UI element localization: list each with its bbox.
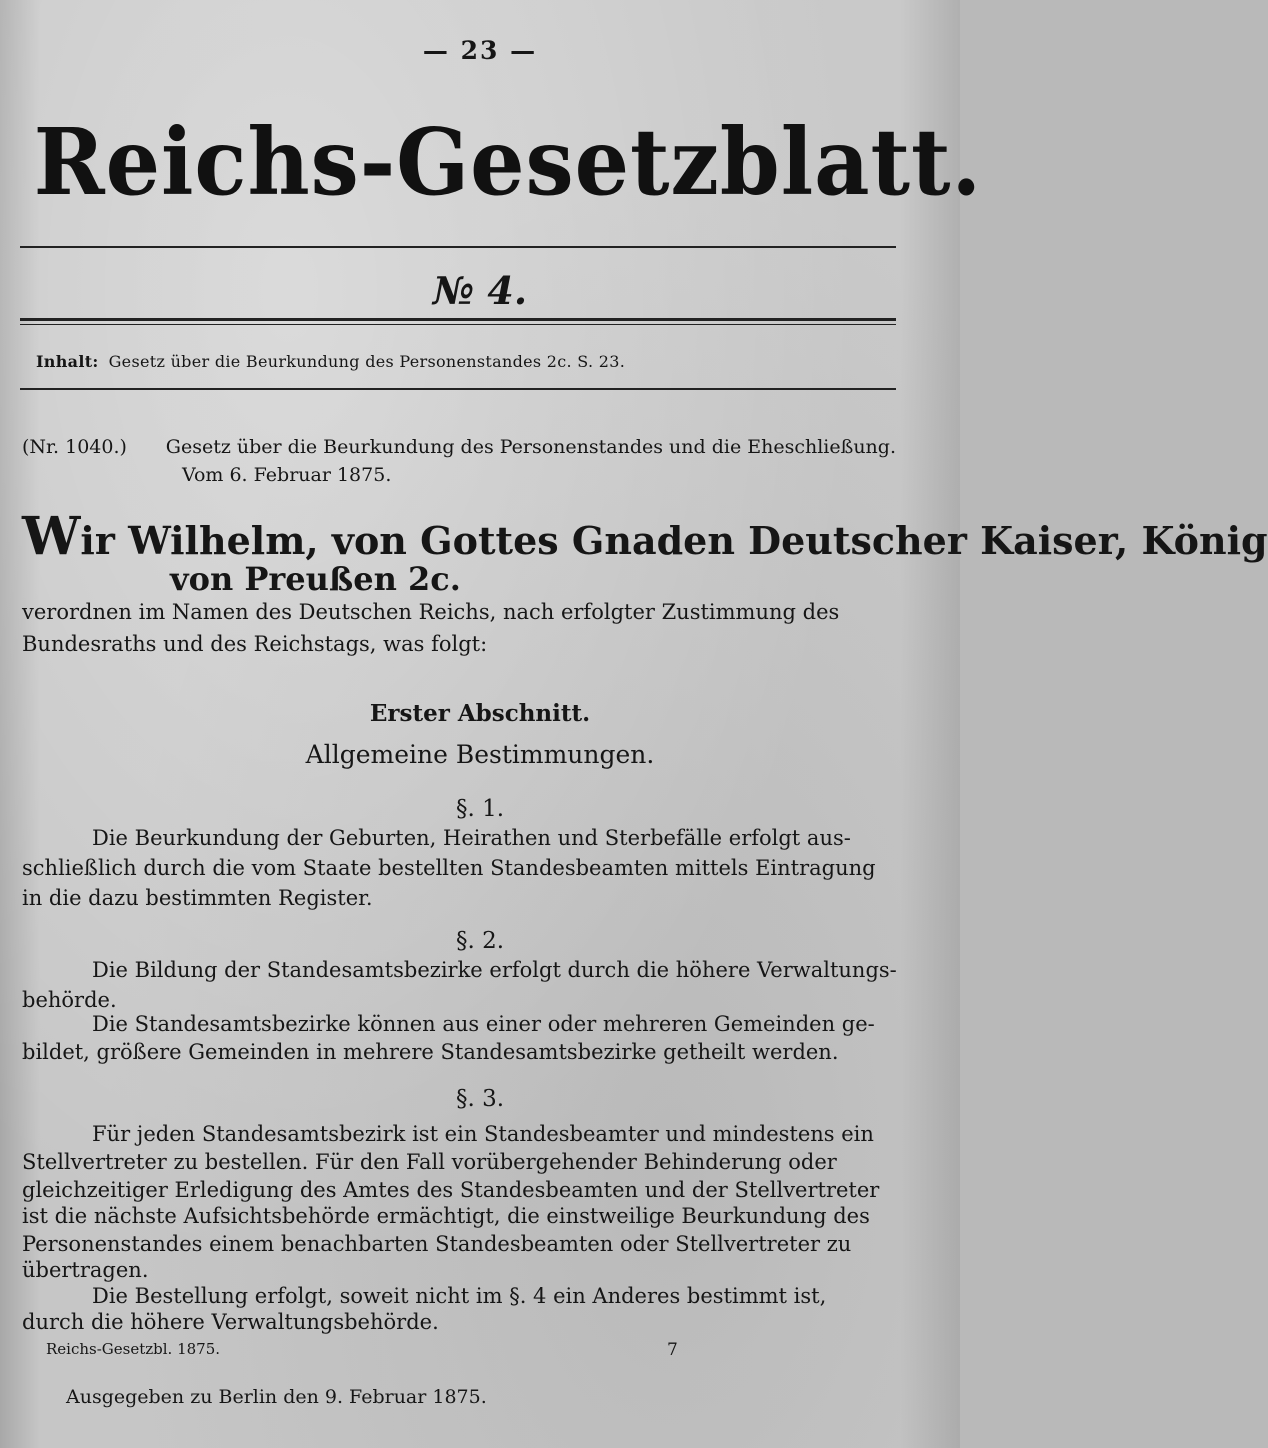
paragraph-3-line-3: gleichzeitiger Erledigung des Amtes des Standesbeamten und der Stellvertreter (22, 1178, 880, 1202)
paragraph-1-line-2: schließlich durch die vom Staate bestellten Standesbeamten mittels Eintragung (22, 856, 876, 880)
paragraph-3-line-2: Stellvertreter zu bestellen. Für den Fall vorübergehender Behinderung oder (22, 1150, 837, 1174)
contents-label: Inhalt: (36, 352, 99, 371)
paragraph-3-line-6: übertragen. (22, 1258, 149, 1282)
rule-double-a (20, 318, 896, 321)
law-title: Gesetz über die Beurkundung des Personenstandes und die Eheschließung. (165, 436, 896, 458)
paragraph-2-mark: §. 2. (455, 928, 505, 954)
paragraph-3-line-5: Personenstandes einem benachbarten Standesbeamten oder Stellvertreter zu (22, 1232, 852, 1256)
issue-number: № 4. (432, 268, 528, 313)
paragraph-2-line-1: Die Bildung der Standesamtsbezirke erfolgt durch die höhere Verwaltungs- (92, 958, 897, 982)
rule-top (20, 246, 896, 248)
paragraph-3-line-1: Für jeden Standesamtsbezirk ist ein Standesbeamter und mindestens ein (92, 1122, 874, 1146)
law-number: (Nr. 1040.) (22, 436, 127, 458)
paragraph-3-mark: §. 3. (455, 1086, 505, 1112)
section-subtitle: Allgemeine Bestimmungen. (305, 740, 655, 769)
footer-sheet-number: 7 (667, 1340, 678, 1360)
paragraph-2-line-4: bildet, größere Gemeinden in mehrere Standesamtsbezirke getheilt werden. (22, 1040, 839, 1064)
issued-line: Ausgegeben zu Berlin den 9. Februar 1875. (66, 1386, 487, 1408)
preamble-line-3: verordnen im Namen des Deutschen Reichs, nach erfolgter Zustimmung des (22, 600, 840, 624)
footer-publication: Reichs-Gesetzbl. 1875. (46, 1340, 221, 1358)
paragraph-3-line-7: Die Bestellung erfolgt, soweit nicht im §. 4 ein Anderes bestimmt ist, (92, 1284, 827, 1308)
law-date: Vom 6. Februar 1875. (182, 464, 392, 486)
paragraph-1-line-3: in die dazu bestimmten Register. (22, 886, 373, 910)
paragraph-1-line-1: Die Beurkundung der Geburten, Heirathen und Sterbefälle erfolgt aus- (92, 826, 851, 850)
section-title: Erster Abschnitt. (369, 700, 591, 727)
preamble-line-2: von Preußen 2c. (170, 560, 461, 598)
rule-contents (20, 388, 896, 390)
preamble-line-1-text: ir Wilhelm, von Gottes Gnaden Deutscher Kaiser, König (80, 518, 1268, 563)
paragraph-3-line-4: ist die nächste Aufsichtsbehörde ermächtigt, die einstweilige Beurkundung des (22, 1204, 870, 1228)
paragraph-3-line-8: durch die höhere Verwaltungsbehörde. (22, 1310, 439, 1334)
masthead-title: Reichs-Gesetzblatt. (33, 108, 983, 216)
dropcap: W (22, 506, 81, 567)
paragraph-2-line-2: behörde. (22, 988, 117, 1012)
paragraph-1-mark: §. 1. (455, 796, 505, 822)
preamble-line-4: Bundesraths und des Reichstags, was folgt: (22, 632, 488, 656)
preamble-line-1 (22, 506, 1268, 567)
contents-line (36, 352, 625, 371)
law-heading (22, 436, 896, 458)
page-number: — 23 — (422, 36, 538, 65)
contents-text: Gesetz über die Beurkundung des Personenstandes 2c. S. 23. (108, 352, 626, 371)
rule-double-b (20, 324, 896, 325)
paragraph-2-line-3: Die Standesamtsbezirke können aus einer oder mehreren Gemeinden ge- (92, 1012, 875, 1036)
